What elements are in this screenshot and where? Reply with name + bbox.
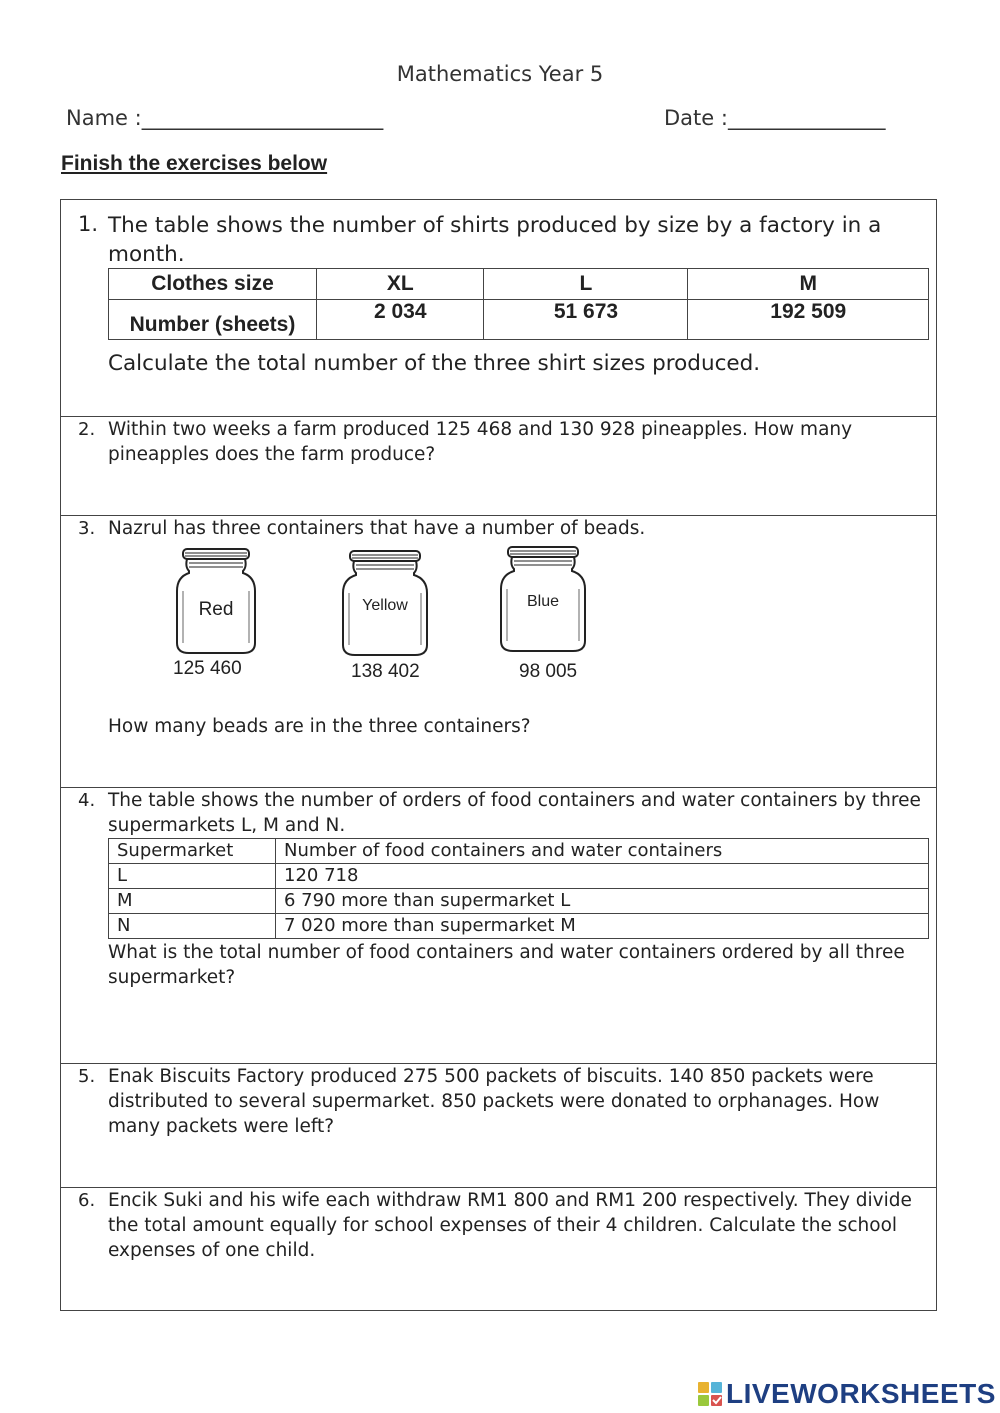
- question-2: [61, 417, 936, 516]
- jar-blue: [497, 545, 589, 653]
- question-number: 5.: [78, 1066, 96, 1087]
- table-cell: 192 509: [688, 300, 929, 340]
- jar-label: Red: [198, 599, 234, 620]
- question-4: [61, 788, 936, 1064]
- question-text: Nazrul has three containers that have a number of beads.: [108, 518, 646, 539]
- jar-count: 98 005: [519, 661, 578, 682]
- table-header-cell: XL: [317, 269, 484, 300]
- question-followup: What is the total number of food containers and water containers ordered by all three supermarket?: [108, 942, 905, 988]
- question-1: [61, 200, 936, 417]
- question-number: 2.: [78, 419, 96, 440]
- jar-count: 125 460: [173, 658, 242, 679]
- logo-text: LIVEWORKSHEETS: [726, 1378, 996, 1409]
- question-number: 1.: [78, 212, 99, 236]
- jar-label: Blue: [526, 593, 560, 610]
- table-cell: M: [109, 889, 276, 914]
- table-cell: L: [109, 864, 276, 889]
- table-cell: 6 790 more than supermarket L: [276, 889, 929, 914]
- table-header-cell: M: [688, 269, 929, 300]
- question-text: Enak Biscuits Factory produced 275 500 packets of biscuits. 140 850 packets were distributed to several supermarket. 850 packets were donated to orphanages. How many packets were left?: [108, 1066, 880, 1137]
- table-cell: 2 034: [317, 300, 484, 340]
- jar-red: [173, 547, 259, 655]
- table-header-cell: L: [484, 269, 688, 300]
- question-text: Within two weeks a farm produced 125 468 and 130 928 pineapples. How many pineapples does the farm produce?: [108, 419, 853, 465]
- instruction-heading: Finish the exercises below: [61, 152, 328, 175]
- name-field[interactable]: Name :_______________________: [66, 106, 384, 130]
- question-6: [61, 1188, 936, 1310]
- liveworksheets-logo-icon: [697, 1381, 723, 1407]
- question-followup: Calculate the total number of the three shirt sizes produced.: [108, 351, 761, 376]
- question-followup: How many beads are in the three containers?: [108, 716, 531, 737]
- shirt-size-table: [108, 268, 929, 340]
- jar-yellow: [339, 549, 431, 657]
- table-cell: N: [109, 914, 276, 939]
- table-header-cell: Supermarket: [109, 839, 276, 864]
- date-field[interactable]: Date :_______________: [664, 106, 886, 130]
- question-text: The table shows the number of shirts produced by size by a factory in a month.: [108, 213, 882, 267]
- page-title: Mathematics Year 5: [396, 62, 604, 86]
- question-3: [61, 516, 936, 788]
- table-header-cell: Number of food containers and water containers: [276, 839, 929, 864]
- question-5: [61, 1064, 936, 1188]
- table-cell: 51 673: [484, 300, 688, 340]
- question-text: Encik Suki and his wife each withdraw RM1 800 and RM1 200 respectively. They divide the total amount equally for school expenses of their 4 children. Calculate the school expenses of one child.: [108, 1190, 912, 1261]
- exercise-box: [60, 199, 937, 1311]
- jar-label: Yellow: [362, 597, 408, 614]
- table-header-cell: Clothes size: [109, 269, 317, 300]
- supermarket-table: [108, 838, 929, 939]
- question-text: The table shows the number of orders of food containers and water containers by three supermarkets L, M and N.: [108, 790, 921, 836]
- table-cell: 7 020 more than supermarket M: [276, 914, 929, 939]
- question-number: 6.: [78, 1190, 96, 1211]
- jar-count: 138 402: [351, 661, 420, 682]
- table-cell: 120 718: [276, 864, 929, 889]
- question-number: 3.: [78, 518, 96, 539]
- table-header-cell: Number (sheets): [109, 300, 317, 340]
- question-number: 4.: [78, 790, 96, 811]
- liveworksheets-logo[interactable]: [697, 1378, 996, 1410]
